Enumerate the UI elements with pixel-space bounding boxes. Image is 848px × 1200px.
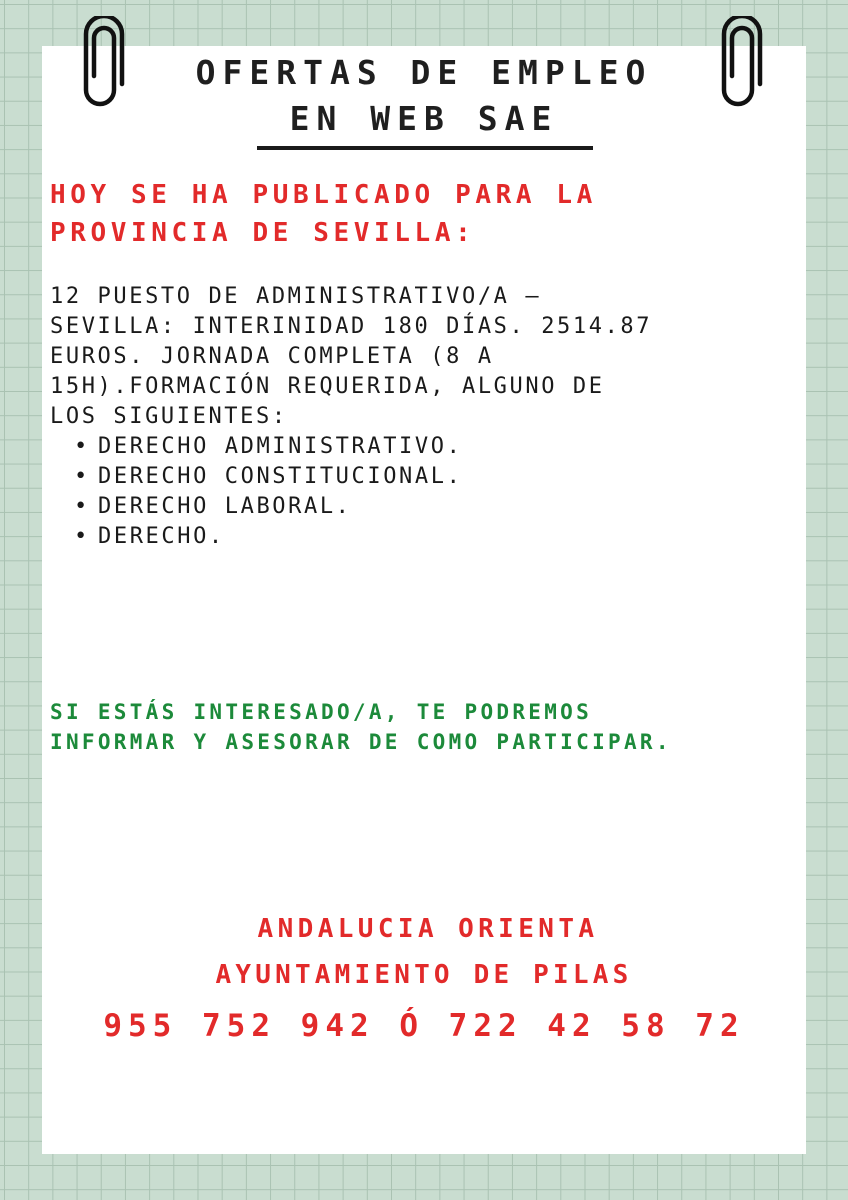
announcement-line-2: PROVINCIA DE SEVILLA: (50, 218, 476, 248)
requirement-item: • DERECHO ADMINISTRATIVO. (74, 432, 800, 462)
offer-description (50, 282, 800, 552)
offer-line: LOS SIGUIENTES: (50, 404, 288, 429)
announcement-heading (50, 176, 790, 252)
call-to-action (50, 697, 810, 757)
requirements-list (50, 432, 800, 552)
organization-name: ANDALUCIA ORIENTA (257, 914, 599, 944)
page-title-line-1: OFERTAS DE EMPLEO (195, 53, 653, 92)
cta-line-1: SI ESTÁS INTERESADO/A, TE PODREMOS (50, 700, 593, 724)
requirement-item: • DERECHO LABORAL. (74, 492, 800, 522)
offer-line: 12 PUESTO DE ADMINISTRATIVO/A – (50, 284, 542, 309)
cta-line-2: INFORMAR Y ASESORAR DE COMO PARTICIPAR. (50, 730, 672, 754)
requirement-item: • DERECHO CONSTITUCIONAL. (74, 462, 800, 492)
requirement-item: • DERECHO. (74, 522, 800, 552)
offer-line: SEVILLA: INTERINIDAD 180 DÍAS. 2514.87 (50, 314, 653, 339)
title-underline (257, 146, 593, 150)
city-hall-name: AYUNTAMIENTO DE PILAS (215, 960, 633, 990)
page-title-line-2: EN WEB SAE (289, 99, 559, 138)
offer-line: EUROS. JORNADA COMPLETA (8 A (50, 344, 494, 369)
offer-line: 15H).FORMACIÓN REQUERIDA, ALGUNO DE (50, 374, 605, 399)
announcement-line-1: HOY SE HA PUBLICADO PARA LA (50, 180, 597, 210)
contact-phones: 955 752 942 Ó 722 42 58 72 (103, 1008, 745, 1044)
